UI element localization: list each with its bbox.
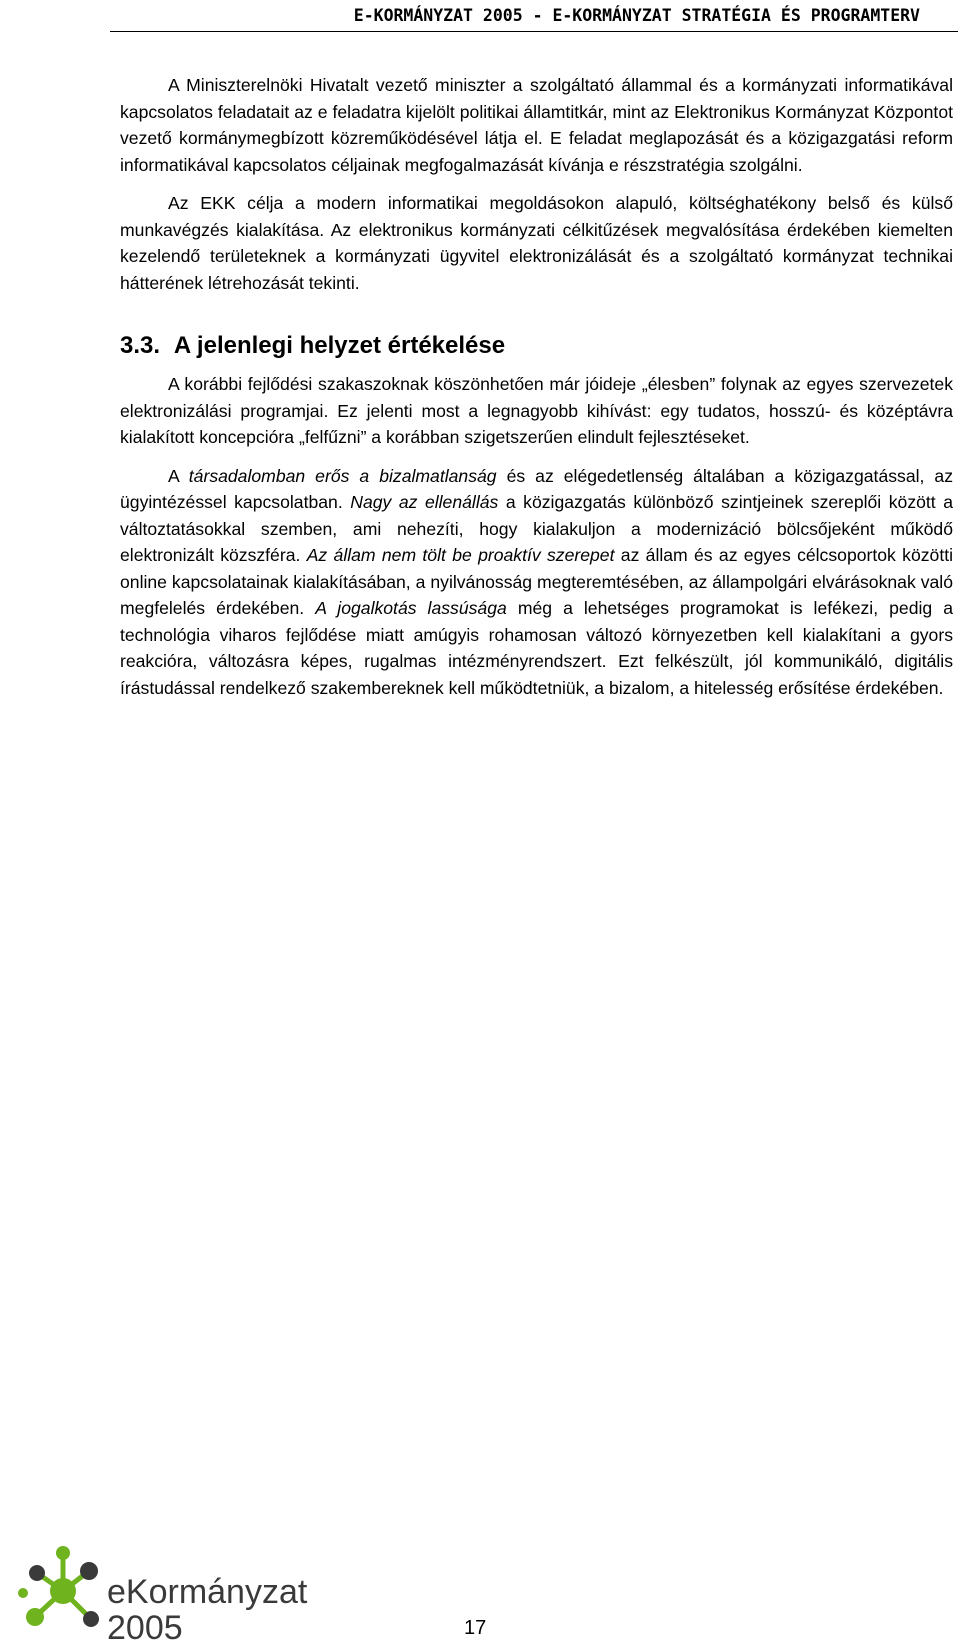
text-run: az állam és az egyes célcsoportok közötti online kapcsolatainak kialakításában, a nyilvánosság megteremtésében, az állampolgári elvárásoknak való megfelelés érdekében.: [120, 545, 953, 618]
text-run: még a lehetséges programokat is lefékezi, pedig a technológia viharos fejlődése miatt amúgyis rohamosan változó környezetben kell kialakítani a gyors reakcióra, változásra képes, rugalmas intézményrendszert. Ezt felkészült, jól kommunikáló, digitális írástudással rendelkező szakembereknek kell működtetniük, a bizalom, a hitelesség erősítése érdekében.: [120, 598, 953, 698]
italic-emphasis: társadalomban erős a bizalmatlanság: [188, 465, 497, 486]
text-run: A: [168, 465, 189, 486]
ekormanyzat-logo: [15, 1543, 335, 1643]
body-text: [120, 72, 953, 713]
paragraph-2: Az EKK célja a modern informatikai megoldásokon alapuló, költséghatékony belső és külső munkavégzés kialakítása. Az elektronikus kormányzati célkitűzések megvalósítása érdekében kiemelten kezelendő területeknek a kormányzati ügyvitel elektronizálását és a szolgáltató kormányzat technikai hátterének létrehozását tekinti.: [120, 193, 953, 293]
section-heading: [120, 331, 953, 361]
italic-emphasis: A jogalkotás lassúsága: [315, 598, 507, 618]
text-run: és az elégedetlenség általában a közigazgatással, az ügyintézéssel kapcsolatban.: [120, 465, 953, 512]
molecule-icon: [18, 1546, 99, 1627]
running-header: E-KORMÁNYZAT 2005 - E-KORMÁNYZAT STRATÉGIA ÉS PROGRAMTERV: [353, 6, 920, 25]
paragraph-1: A Miniszterelnöki Hivatalt vezető miniszter a szolgáltató állammal és a kormányzati informatikával kapcsolatos feladatait az e feladatra kijelölt politikai államtitkár, mint az Elektronikus Kormányzat Központot vezető kormánymegbízott közreműködésével látja el. E feladat meglapozását és a közigazgatási reform informatikával kapcsolatos céljainak megfogalmazását kívánja e részstratégia szolgálni.: [120, 75, 953, 175]
paragraph-3: A korábbi fejlődési szakaszoknak köszönhetően már jóideje „élesben” folynak az egyes szervezetek elektronizálási programjai. Ez jelenti most a legnagyobb kihívást: egy tudatos, hosszú- és középtávra kialakított koncepcióra „felfűzni” a korábban szigetszerűen elindult fejlesztéseket.: [120, 374, 953, 447]
paragraph-4: [120, 463, 953, 702]
ekormanyzat-logo-graphic: [15, 1543, 335, 1643]
italic-emphasis: Az állam nem tölt be proaktív szerepet: [306, 545, 615, 565]
section-title: A jelenlegi helyzet értékelése: [173, 332, 506, 359]
italic-emphasis: Nagy az ellenállás: [350, 492, 499, 512]
page-number: 17: [464, 1617, 487, 1639]
logo-wordmark: eKormányzat: [107, 1573, 308, 1611]
section-number: 3.3.: [120, 332, 161, 359]
text-run: a közigazgatás különböző szintjeinek szereplői között a változtatásokkal szemben, ami nehezíti, hogy kialakuljon a modernizáció bölcsőjeként működő elektronizált közszféra.: [120, 492, 953, 565]
logo-year: 2005: [107, 1609, 183, 1643]
header-rule: [110, 31, 958, 32]
